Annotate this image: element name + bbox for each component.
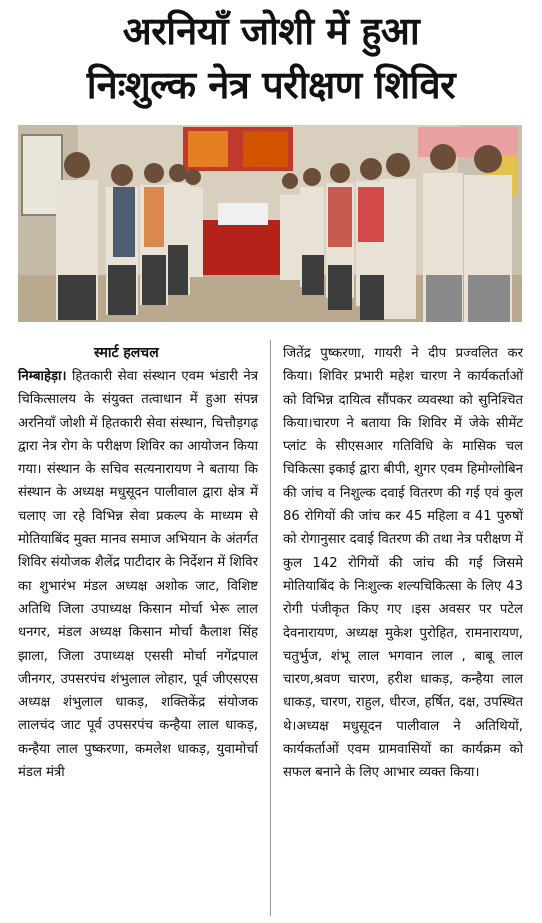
dateline: निम्बाहेड़ा। <box>18 369 67 384</box>
byline: स्मार्ट हलचल <box>94 345 159 361</box>
column-1-text: हितकारी सेवा संस्थान एवम भंडारी नेत्र चिकित्सालय के संयुक्त तत्वाधान में हुआ संपन्न अरनियाँ जोशी में हितकारी सेवा संस्थान, चित्तौड़गढ़ द्वारा नेत्र रोग के परीक्षण शिविर का आयोजन किया गया। संस्थान के सचिव सत्यनारायण ने बताया कि संस्थान के अध्यक्ष मधुसूदन पालीवाल द्वारा क्षेत्र में चलाए जा रहे विभिन्न सेवा प्रकल्प के माध्यम से मोतियाबिंद मुक्त मानव समाज अभियान के अंतर्गत शिविर संयोजक शैलेंद्र पाटीदार के निर्देशन में शिविर का शुभारंभ मंडल अध्यक्ष अशोक जाट, विशिष्ट अतिथि जिला उपाध्यक्ष किसान मोर्चा भेरू लाल धनगर, मंडल अध्यक्ष किसान मोर्चा कैलाश सिंह झाला, जिला उपाध्यक्ष एससी मोर्चा नगेंद्रपाल जीनगर, उपसरपंच शंभुलाल लोहार, पूर्व जीएसएस अध्यक्ष शंभुलाल धाकड़, शक्तिकेंद्र संयोजक लालचंद जाट पूर्व उपसरपंच कन्हैया लाल धाकड़, कन्हैया लाल पुष्करणा, कमलेश धाकड़, युवामोर्चा मंडल मंत्री <box>18 369 259 781</box>
article-column-1 <box>18 342 258 784</box>
headline-line-2: निःशुल्क नेत्र परीक्षण शिविर <box>86 63 456 107</box>
article-column-2 <box>283 342 523 785</box>
column-2-text: जितेंद्र पुष्करणा, गायरी ने दीप प्रज्वलित कर किया। शिविर प्रभारी महेश चारण ने कार्यकर्ताओं को विभिन्न दायित्व सौंपकर व्यवस्था को सुनिश्चित किया।चारण ने बताया कि शिविर में जेके सीमेंट प्लांट के सीएसआर गतिविधि के मासिक चल चिकित्सा इकाई द्वारा बीपी, शुगर एवम हिमोग्लोबिन की जांच व निशुल्क दवाई वितरण की गई एवं कुल 86 रोगियों की जांच कर 45 महिला व 41 पुरुषों को रोगानुसार दवाई वितरण की तथा नेत्र परीक्षण में कुल 142 रोगियों की जांच की गई जिसमे मोतियाबिंद के निःशुल्क शल्यचिकित्सा के लिए 43 रोगी पंजीकृत किए गए ।इस अवसर पर पटेल देवनारायण, अध्यक्ष मुकेश पुरोहित, रामनारायण, चतुर्भुज, शंभू लाल भगवान लाल , बाबू लाल चारण,श्रवण चारण, हरीश धाकड़, कन्हैया लाल धाकड़, चारण, राहुल, धीरज, हर्षित, दक्ष, उपस्थित थे।अध्यक्ष मधुसूदन पालीवाल ने अतिथियों, कार्यकर्ताओं एवम ग्रामवासियों का कार्यक्रम को सफल बनाने के लिए आभार व्यक्त किया। <box>283 346 523 781</box>
headline <box>0 4 542 112</box>
headline-line-1: अरनियाँ जोशी में हुआ <box>122 9 420 53</box>
event-photo <box>18 125 522 322</box>
column-divider <box>270 340 271 916</box>
